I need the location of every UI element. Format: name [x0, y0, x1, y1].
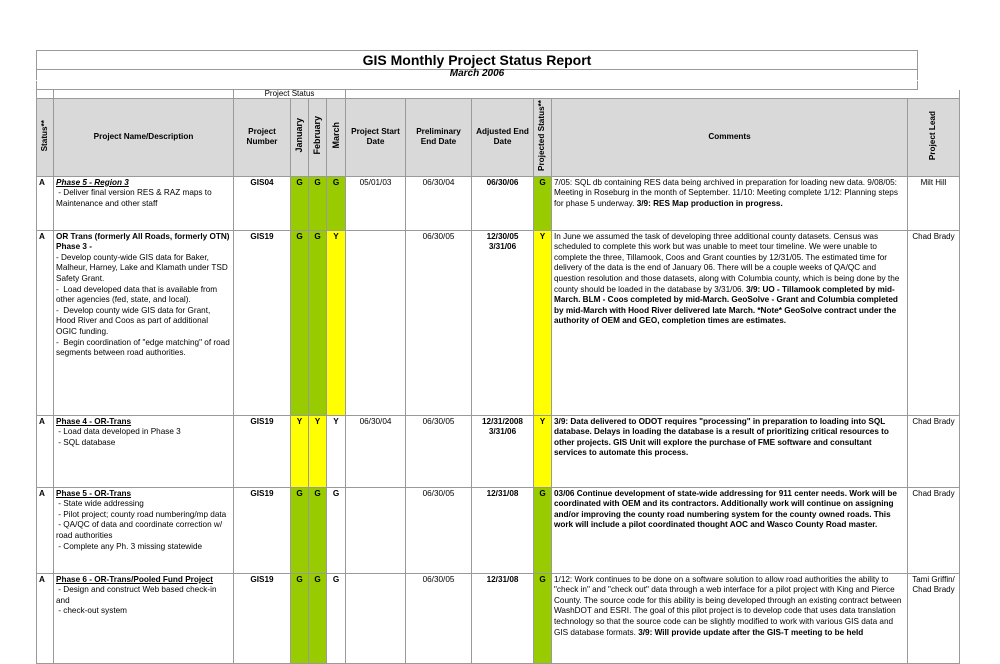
row-jan: G	[291, 573, 309, 663]
row-jan: G	[291, 230, 309, 415]
row-projected: G	[534, 487, 552, 573]
row-number: GIS19	[234, 230, 291, 415]
row-number: GIS19	[234, 573, 291, 663]
col-number: Project Number	[234, 99, 291, 177]
table-row	[37, 415, 960, 487]
report-subtitle: March 2006	[36, 68, 918, 80]
row-number: GIS19	[234, 487, 291, 573]
col-name: Project Name/Description	[54, 99, 234, 177]
table-row	[37, 176, 960, 230]
row-mar: Y	[327, 415, 346, 487]
row-adjusted: 06/30/06	[472, 176, 534, 230]
row-lead: Chad Brady	[908, 487, 960, 573]
row-name: Phase 6 - OR-Trans/Pooled Fund Project - Design and construct Web based check-in and - check-out system	[54, 573, 234, 663]
row-projected: Y	[534, 230, 552, 415]
row-name: Phase 4 - OR-Trans - Load data developed in Phase 3 - SQL database	[54, 415, 234, 487]
row-feb: G	[309, 176, 327, 230]
report-title: GIS Monthly Project Status Report	[36, 50, 918, 70]
group-header-row	[37, 90, 960, 99]
row-prelim: 06/30/05	[406, 487, 472, 573]
row-name: Phase 5 - Region 3 - Deliver final version RES & RAZ maps to Maintenance and other staff	[54, 176, 234, 230]
row-prelim: 06/30/05	[406, 230, 472, 415]
column-header-row	[37, 99, 960, 177]
row-number: GIS19	[234, 415, 291, 487]
col-jan: January	[291, 99, 309, 177]
row-status: A	[37, 415, 54, 487]
status-table	[36, 89, 960, 664]
table-row	[37, 573, 960, 663]
row-projected: G	[534, 176, 552, 230]
group-header-project-status: Project Status	[234, 90, 346, 99]
row-status: A	[37, 176, 54, 230]
col-status: Status**	[37, 99, 54, 177]
row-adjusted: 12/30/05 3/31/06	[472, 230, 534, 415]
row-lead: Tami Griffin/ Chad Brady	[908, 573, 960, 663]
row-comments: In June we assumed the task of developing three additional county datasets. Census was scheduled to complete this work but was unable to meet tour timeline. We were unable to complete the three, Tillamook, Coos and Grant counties by 12/31/05. The estimated time for delivery of the data is the end of January 06. There will be a couple weeks of QA/QC and question resolution and those datasets, along with Columbia county, which is being done by the county should be loaded in the database by 3/31/06. 3/9: UO - Tillamook completed by mid-March. BLM - Coos completed by mid-March. GeoSolve - Grant and Columbia completed by mid-March with Hood River delivered late March. *Note* GeoSolve contract under the authority of OEM and GEO, completion times are estimates.	[552, 230, 908, 415]
row-prelim: 06/30/05	[406, 415, 472, 487]
row-status: A	[37, 230, 54, 415]
row-feb: G	[309, 487, 327, 573]
row-jan: G	[291, 487, 309, 573]
row-feb: G	[309, 230, 327, 415]
row-start: 06/30/04	[346, 415, 406, 487]
row-comments: 03/06 Continue development of state-wide addressing for 911 center needs. Work will be coordinated with OEM and its contractors. Additionally work will continue on assigning and/or improving the county road numbering system for the county owned roads. This work will include a pilot coordinated thought AOC and Wasco County Road master.	[552, 487, 908, 573]
row-mar: Y	[327, 230, 346, 415]
row-comments: 3/9: Data delivered to ODOT requires "processing" in preparation to loading into SQL database. Delays in loading the database is a result of prioritizing critical resources to other projects. GIS Unit will explore the purchase of FME software and consultant services to automate this process.	[552, 415, 908, 487]
row-mar: G	[327, 573, 346, 663]
row-adjusted: 12/31/08	[472, 487, 534, 573]
row-adjusted: 12/31/08	[472, 573, 534, 663]
row-lead: Chad Brady	[908, 415, 960, 487]
row-adjusted: 12/31/2008 3/31/06	[472, 415, 534, 487]
table-row	[37, 487, 960, 573]
col-adjusted: Adjusted End Date	[472, 99, 534, 177]
row-lead: Milt Hill	[908, 176, 960, 230]
row-feb: G	[309, 573, 327, 663]
row-start	[346, 487, 406, 573]
col-prelim: Preliminary End Date	[406, 99, 472, 177]
row-start	[346, 230, 406, 415]
col-start: Project Start Date	[346, 99, 406, 177]
row-start	[346, 573, 406, 663]
row-start: 05/01/03	[346, 176, 406, 230]
table-row	[37, 230, 960, 415]
row-projected: G	[534, 573, 552, 663]
col-projected: Projected Status**	[534, 99, 552, 177]
row-jan: Y	[291, 415, 309, 487]
row-jan: G	[291, 176, 309, 230]
row-status: A	[37, 487, 54, 573]
row-name: Phase 5 - OR-Trans - State wide addressing - Pilot project; county road numbering/mp data - QA/QC of data and coordinate correction w/ road authorities - Complete any Ph. 3 missing statewide	[54, 487, 234, 573]
row-comments: 1/12: Work continues to be done on a software solution to allow road authorities the ability to "check in" and "check out" data through a web interface for a pilot project with King and Pierce County. The source code for this ability is being developed through an existing contract between WashDOT and ESRI. The goal of this pilot project is to develop code that uses data translation technology so that the source code can be slightly modified to work with various GIS data and GIS database formats. 3/9: Will provide update after the GIS-T meeting to be held	[552, 573, 908, 663]
row-prelim: 06/30/05	[406, 573, 472, 663]
col-mar: March	[327, 99, 346, 177]
row-comments: 7/05: SQL db containing RES data being archived in preparation for loading new data. 9/08/05: Meeting in Roseburg in the month of September. 11/10: Meeting complete 1/12: Planning steps for phase 5 underway. 3/9: RES Map production in progress.	[552, 176, 908, 230]
row-status: A	[37, 573, 54, 663]
row-mar: G	[327, 487, 346, 573]
col-feb: February	[309, 99, 327, 177]
col-lead: Project Lead	[908, 99, 960, 177]
report-sheet	[36, 50, 980, 637]
col-comments: Comments	[552, 99, 908, 177]
row-number: GIS04	[234, 176, 291, 230]
row-name: OR Trans (formerly All Roads, formerly OTN) Phase 3 - - Develop county-wide GIS data for Baker, Malheur, Harney, Lake and Klamath under TSD Safety Grant. - Load developed data that is available from other agencies (fed, state, and local). - Develop county wide GIS data for Grant, Hood River and Coos as part of additional OGIC funding. - Begin coordination of "edge matching" of road segments between road authorities.	[54, 230, 234, 415]
row-prelim: 06/30/04	[406, 176, 472, 230]
row-feb: Y	[309, 415, 327, 487]
row-projected: Y	[534, 415, 552, 487]
row-lead: Chad Brady	[908, 230, 960, 415]
row-mar: G	[327, 176, 346, 230]
